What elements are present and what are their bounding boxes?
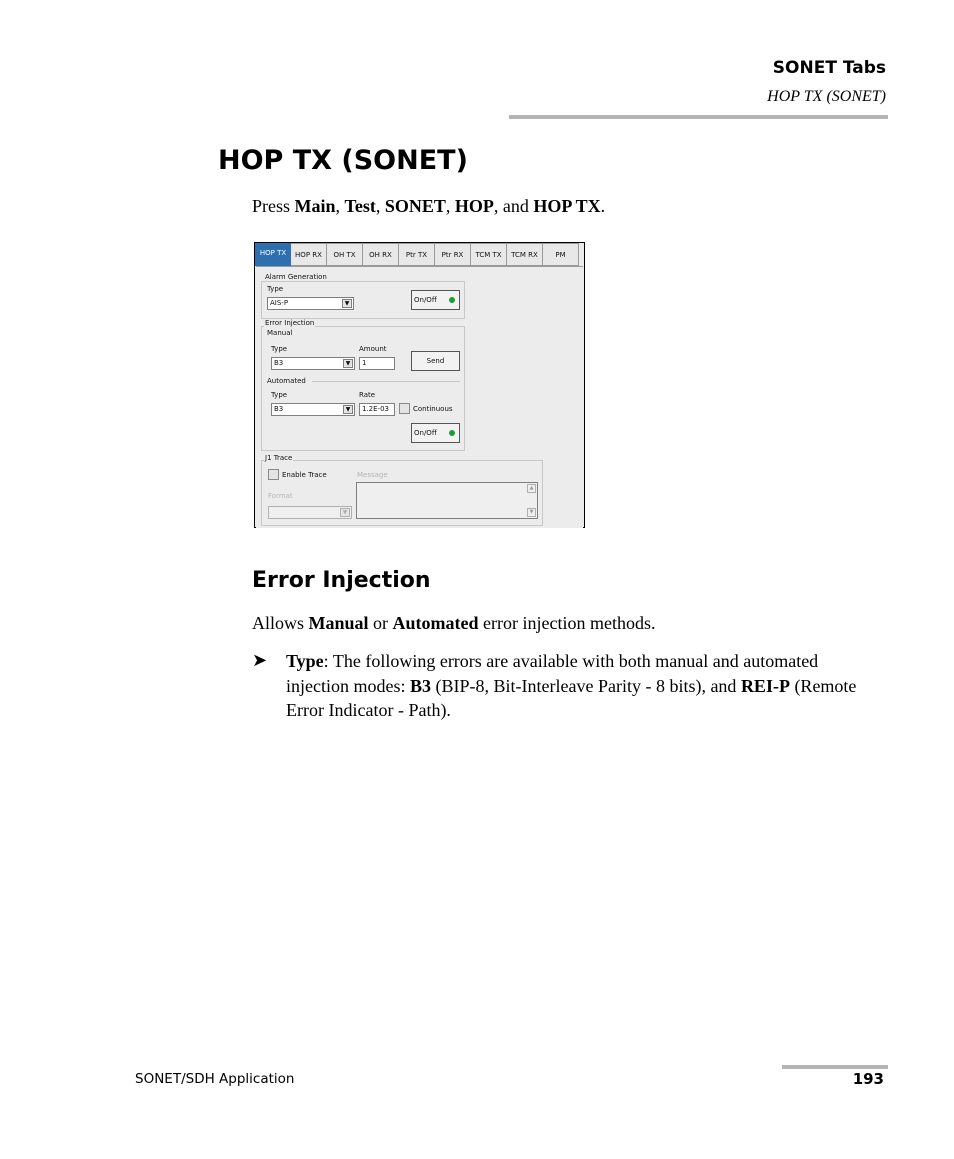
intro-sep: ,: [335, 196, 345, 216]
manual-label: Manual: [267, 329, 293, 337]
tab-panel: [256, 266, 583, 528]
intro-test: Test: [344, 196, 376, 216]
intro-hoptx: HOP TX: [533, 196, 601, 216]
bullet-type: Type: [286, 651, 324, 671]
message-label: Message: [357, 471, 388, 479]
section-heading: Error Injection: [252, 568, 431, 593]
manual-type-select[interactable]: [271, 357, 355, 370]
page-title: HOP TX (SONET): [218, 145, 468, 176]
alarm-type-value: AIS-P: [270, 299, 289, 307]
j1-trace-label: J1 Trace: [265, 454, 293, 462]
chevron-down-icon[interactable]: ▼: [343, 359, 353, 368]
auto-type-label: Type: [271, 391, 288, 399]
tab-tcm-tx[interactable]: TCM TX: [471, 243, 507, 266]
para-text: or: [368, 613, 393, 633]
continuous-checkbox[interactable]: [399, 403, 410, 414]
bullet-text: (BIP-8, Bit-Interleave Parity - 8 bits), and: [431, 675, 741, 696]
auto-type-select[interactable]: [271, 403, 355, 416]
hop-tx-screenshot: [254, 242, 585, 528]
auto-onoff-button[interactable]: [411, 423, 460, 443]
intro-paragraph: [252, 196, 605, 217]
running-header-subtitle: HOP TX (SONET): [767, 88, 886, 105]
status-led-icon: [449, 430, 455, 436]
chevron-down-icon[interactable]: ▼: [340, 508, 350, 517]
type-bullet-item: [286, 649, 876, 723]
intro-hop: HOP: [454, 196, 494, 216]
scroll-down-icon[interactable]: ▼: [527, 508, 536, 517]
intro-main: Main: [294, 196, 336, 216]
bullet-text: (Remote Error Indicator - Path).: [286, 675, 857, 720]
footer-rule: [782, 1065, 888, 1069]
tab-pm[interactable]: PM: [543, 243, 579, 266]
tab-ptr-tx[interactable]: Ptr TX: [399, 243, 435, 266]
chevron-down-icon[interactable]: ▼: [342, 299, 352, 308]
automated-divider: [312, 381, 460, 382]
send-button[interactable]: Send: [411, 351, 460, 371]
bullet-rei-p: REI-P: [740, 675, 790, 696]
rate-input[interactable]: 1.2E-03: [359, 403, 395, 416]
bullet-b3: B3: [409, 675, 431, 696]
tab-bar: [255, 243, 579, 267]
enable-trace-label: Enable Trace: [282, 471, 327, 479]
automated-label: Automated: [267, 377, 306, 385]
tab-hop-rx[interactable]: HOP RX: [291, 243, 327, 266]
format-label: Format: [268, 492, 293, 500]
running-header-title: SONET Tabs: [772, 58, 886, 78]
intro-sonet: SONET: [384, 196, 446, 216]
auto-onoff-label: On/Off: [414, 429, 437, 437]
rate-label: Rate: [359, 391, 376, 399]
error-injection-label: Error Injection: [265, 319, 315, 327]
header-rule: [509, 115, 888, 119]
continuous-label: Continuous: [413, 405, 453, 413]
intro-text: Press: [252, 196, 295, 216]
page-number: 193: [852, 1070, 884, 1088]
amount-label: Amount: [359, 345, 387, 353]
alarm-onoff-label: On/Off: [414, 296, 437, 304]
intro-sep: ,: [445, 196, 455, 216]
bullet-arrow-icon: ➤: [252, 650, 268, 671]
intro-end: .: [600, 196, 606, 216]
alarm-onoff-button[interactable]: [411, 290, 460, 310]
tab-oh-rx[interactable]: OH RX: [363, 243, 399, 266]
alarm-generation-label: Alarm Generation: [265, 273, 327, 281]
tab-tcm-rx[interactable]: TCM RX: [507, 243, 543, 266]
tab-hop-tx[interactable]: HOP TX: [255, 243, 291, 266]
bullet-text: : The following errors are available with both manual and automated injection modes:: [286, 651, 819, 696]
scroll-up-icon[interactable]: ▲: [527, 484, 536, 493]
auto-type-value: B3: [274, 405, 284, 413]
footer-title: SONET/SDH Application: [135, 1071, 295, 1087]
error-injection-paragraph: [252, 613, 655, 634]
status-led-icon: [449, 297, 455, 303]
para-automated: Automated: [392, 613, 479, 633]
intro-sep: ,: [375, 196, 385, 216]
para-text: Allows: [252, 613, 309, 633]
format-select[interactable]: [268, 506, 352, 519]
tab-oh-tx[interactable]: OH TX: [327, 243, 363, 266]
intro-sep: , and: [493, 196, 534, 216]
para-text: error injection methods.: [478, 613, 656, 633]
alarm-type-select[interactable]: [267, 297, 354, 310]
enable-trace-checkbox[interactable]: [268, 469, 279, 480]
chevron-down-icon[interactable]: ▼: [343, 405, 353, 414]
manual-type-value: B3: [274, 359, 284, 367]
manual-type-label: Type: [271, 345, 288, 353]
para-manual: Manual: [308, 613, 369, 633]
message-textarea[interactable]: [356, 482, 538, 519]
alarm-type-label: Type: [267, 285, 284, 293]
amount-input[interactable]: 1: [359, 357, 395, 370]
tab-ptr-rx[interactable]: Ptr RX: [435, 243, 471, 266]
